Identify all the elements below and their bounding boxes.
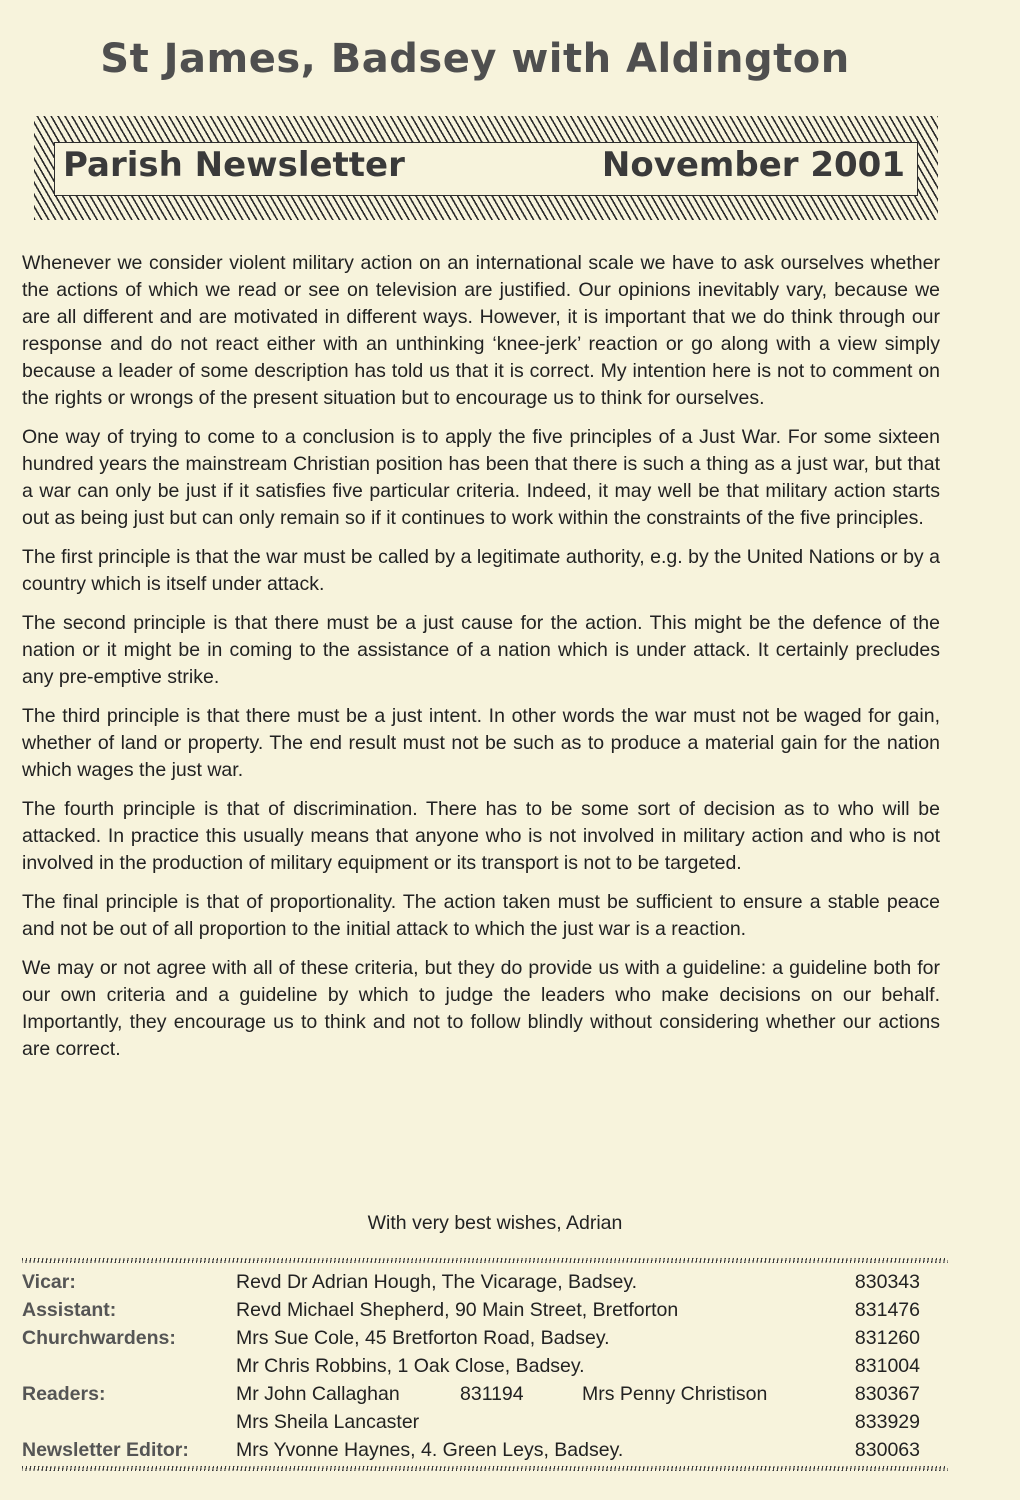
contact-row [22, 1380, 948, 1408]
contact-row [22, 1408, 948, 1436]
contact-phone: 831260 [854, 1327, 920, 1349]
contact-detail: Mr John Callaghan [236, 1383, 400, 1405]
contact-detail: Mrs Sheila Lancaster [236, 1411, 420, 1433]
contact-phone: 831004 [854, 1355, 920, 1377]
contact-phone: 833929 [854, 1411, 920, 1433]
contact-row [22, 1436, 948, 1464]
contact-detail: Revd Dr Adrian Hough, The Vicarage, Badsey. [236, 1271, 638, 1293]
contact-row [22, 1324, 948, 1352]
newsletter-banner [34, 116, 938, 220]
contact-detail: Mrs Sue Cole, 45 Bretforton Road, Badsey. [236, 1327, 610, 1349]
contact-phone: 830343 [854, 1271, 920, 1293]
paragraph: We may or not agree with all of these criteria, but they do provide us with a guideline: a guideline both for our own criteria and a guideline by which to judge the leaders who make decisions on our behalf. Importantly, they encourage us to think and not to follow blindly without considering whether our actions are correct. [22, 957, 940, 1060]
banner-box [54, 142, 918, 196]
contact-role: Vicar: [22, 1271, 76, 1293]
page-title: St James, Badsey with Aldington [100, 36, 850, 82]
contact-detail-secondary: Mrs Penny Christison [582, 1383, 768, 1405]
contact-phone: 831476 [854, 1299, 920, 1321]
contacts-list [22, 1268, 948, 1464]
paragraph: The first principle is that the war must be called by a legitimate authority, e.g. by the United Nations or by a country which is itself under attack. [22, 546, 940, 595]
paragraph: Whenever we consider violent military action on an international scale we have to ask ourselves whether the actions of which we read or see on television are justified. Our opinions inevitably vary, because we are all different and are motivated in different ways. However, it is important that we do think through our response and do not react either with an unthinking ‘knee-jerk’ reaction or go along with a view simply because a leader of some description has told us that it is correct. My intention here is not to comment on the rights or wrongs of the present situation but to encourage us to think for ourselves. [22, 252, 940, 409]
paragraph: The fourth principle is that of discrimination. There has to be some sort of decision as to who will be attacked. In practice this usually means that anyone who is not involved in military action and who is not involved in the production of military equipment or its transport is not to be targeted. [22, 798, 940, 874]
letter-body [22, 250, 940, 1075]
contact-role: Newsletter Editor: [22, 1439, 189, 1461]
divider-bottom [22, 1466, 948, 1471]
contact-row [22, 1352, 948, 1380]
contact-phone: 830367 [854, 1383, 920, 1405]
contact-role: Readers: [22, 1383, 106, 1405]
signoff: With very best wishes, Adrian [367, 1212, 623, 1234]
divider-top [22, 1258, 948, 1263]
paragraph: The final principle is that of proportionality. The action taken must be sufficient to ensure a stable peace and not be out of all proportion to the initial attack to which the just war is a reaction. [22, 891, 940, 940]
contact-phone: 830063 [854, 1439, 920, 1461]
banner-title: Parish Newsletter [63, 145, 405, 185]
banner-date: November 2001 [601, 145, 905, 185]
contact-phone-secondary: 831194 [460, 1383, 524, 1405]
contact-row [22, 1268, 948, 1296]
contact-detail: Revd Michael Shepherd, 90 Main Street, Bretforton [236, 1299, 679, 1321]
contact-detail: Mrs Yvonne Haynes, 4. Green Leys, Badsey. [236, 1439, 624, 1461]
contact-row [22, 1296, 948, 1324]
contact-detail: Mr Chris Robbins, 1 Oak Close, Badsey. [236, 1355, 585, 1377]
paragraph: One way of trying to come to a conclusion is to apply the five principles of a Just War. For some sixteen hundred years the mainstream Christian position has been that there is such a thing as a just war, but that a war can only be just if it satisfies five particular criteria. Indeed, it may well be that military action starts out as being just but can only remain so if it continues to work within the constraints of the five principles. [22, 426, 940, 529]
paragraph: The third principle is that there must be a just intent. In other words the war must not be waged for gain, whether of land or property. The end result must not be such as to produce a material gain for the nation which wages the just war. [22, 705, 940, 781]
contact-role: Assistant: [22, 1299, 117, 1321]
contact-role: Churchwardens: [22, 1327, 176, 1349]
paragraph: The second principle is that there must be a just cause for the action. This might be the defence of the nation or it might be in coming to the assistance of a nation which is under attack. It certainly precludes any pre-emptive strike. [22, 612, 940, 688]
